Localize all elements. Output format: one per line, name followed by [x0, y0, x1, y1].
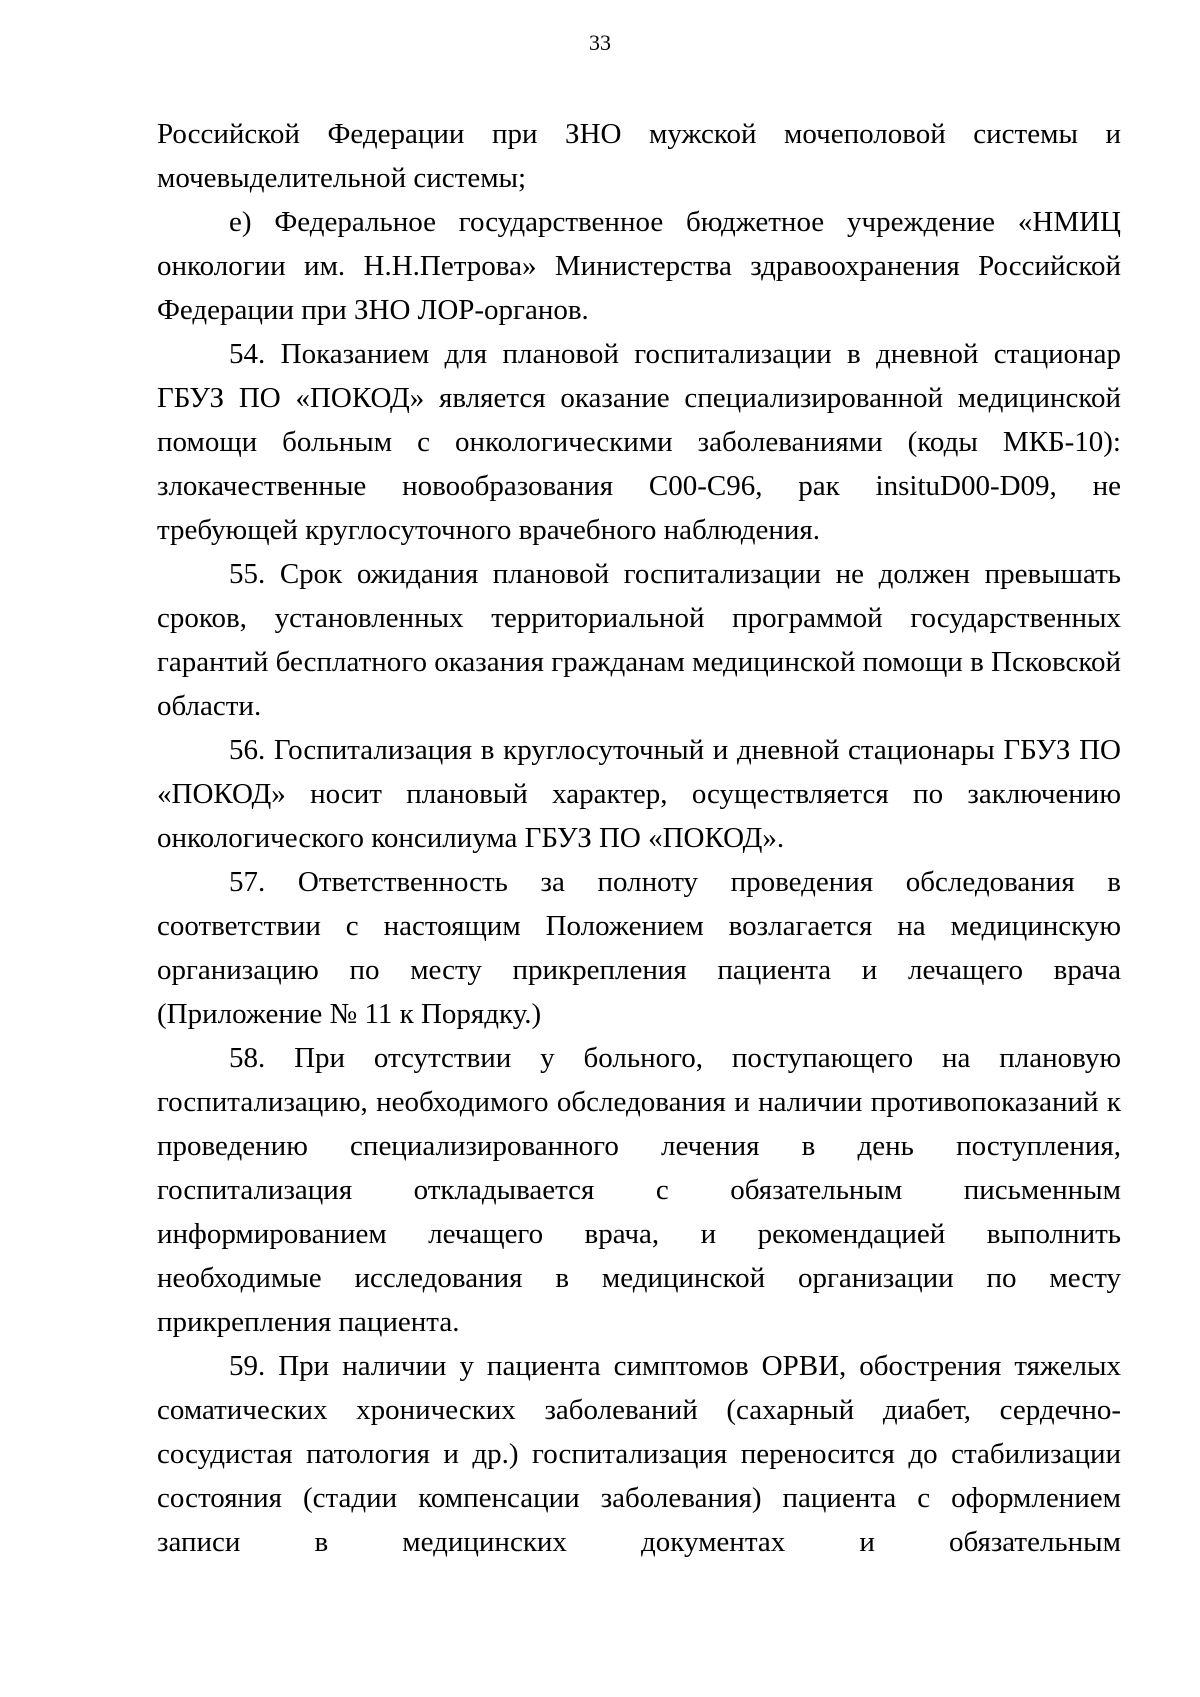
paragraph-item-e: е) Федеральное государственное бюджетное учреждение «НМИЦ онкологии им. Н.Н.Петрова» Министерства здравоохранения Российской Федерации при ЗНО ЛОР-органов. [157, 206, 1121, 326]
paragraph-54: 54. Показанием для плановой госпитализации в дневной стационар ГБУЗ ПО «ПОКОД» является оказание специализированной медицинской помощи больным с онкологическими заболеваниями (коды МКБ-10): злокачественные новообразования С00-С96, рак insituD00-D09, не требующей круглосуточного врачебного наблюдения. [157, 338, 1121, 546]
paragraph-continuation: Российской Федерации при ЗНО мужской мочеполовой системы и мочевыделительной системы; [157, 118, 1121, 194]
document-body [157, 112, 1121, 1564]
page-number: 33 [589, 30, 611, 55]
paragraph-58: 58. При отсутствии у больного, поступающего на плановую госпитализацию, необходимого обследования и наличии противопоказаний к проведению специализированного лечения в день поступления, госпитализация откладывается с обязательным письменным информированием лечащего врача, и рекомендацией выполнить необходимые исследования в медицинской организации по месту прикрепления пациента. [157, 1042, 1121, 1338]
paragraph-59: 59. При наличии у пациента симптомов ОРВИ, обострения тяжелых соматических хронических заболеваний (сахарный диабет, сердечно-сосудистая патология и др.) госпитализация переносится до стабилизации состояния (стадии компенсации заболевания) пациента с оформлением записи в медицинских документах и обязательным [157, 1350, 1121, 1558]
paragraph-55: 55. Срок ожидания плановой госпитализации не должен превышать сроков, установленных территориальной программой государственных гарантий бесплатного оказания гражданам медицинской помощи в Псковской области. [157, 558, 1121, 722]
paragraph-56: 56. Госпитализация в круглосуточный и дневной стационары ГБУЗ ПО «ПОКОД» носит плановый характер, осуществляется по заключению онкологического консилиума ГБУЗ ПО «ПОКОД». [157, 734, 1121, 854]
paragraph-57: 57. Ответственность за полноту проведения обследования в соответствии с настоящим Положением возлагается на медицинскую организацию по месту прикрепления пациента и лечащего врача (Приложение № 11 к Порядку.) [157, 866, 1121, 1030]
